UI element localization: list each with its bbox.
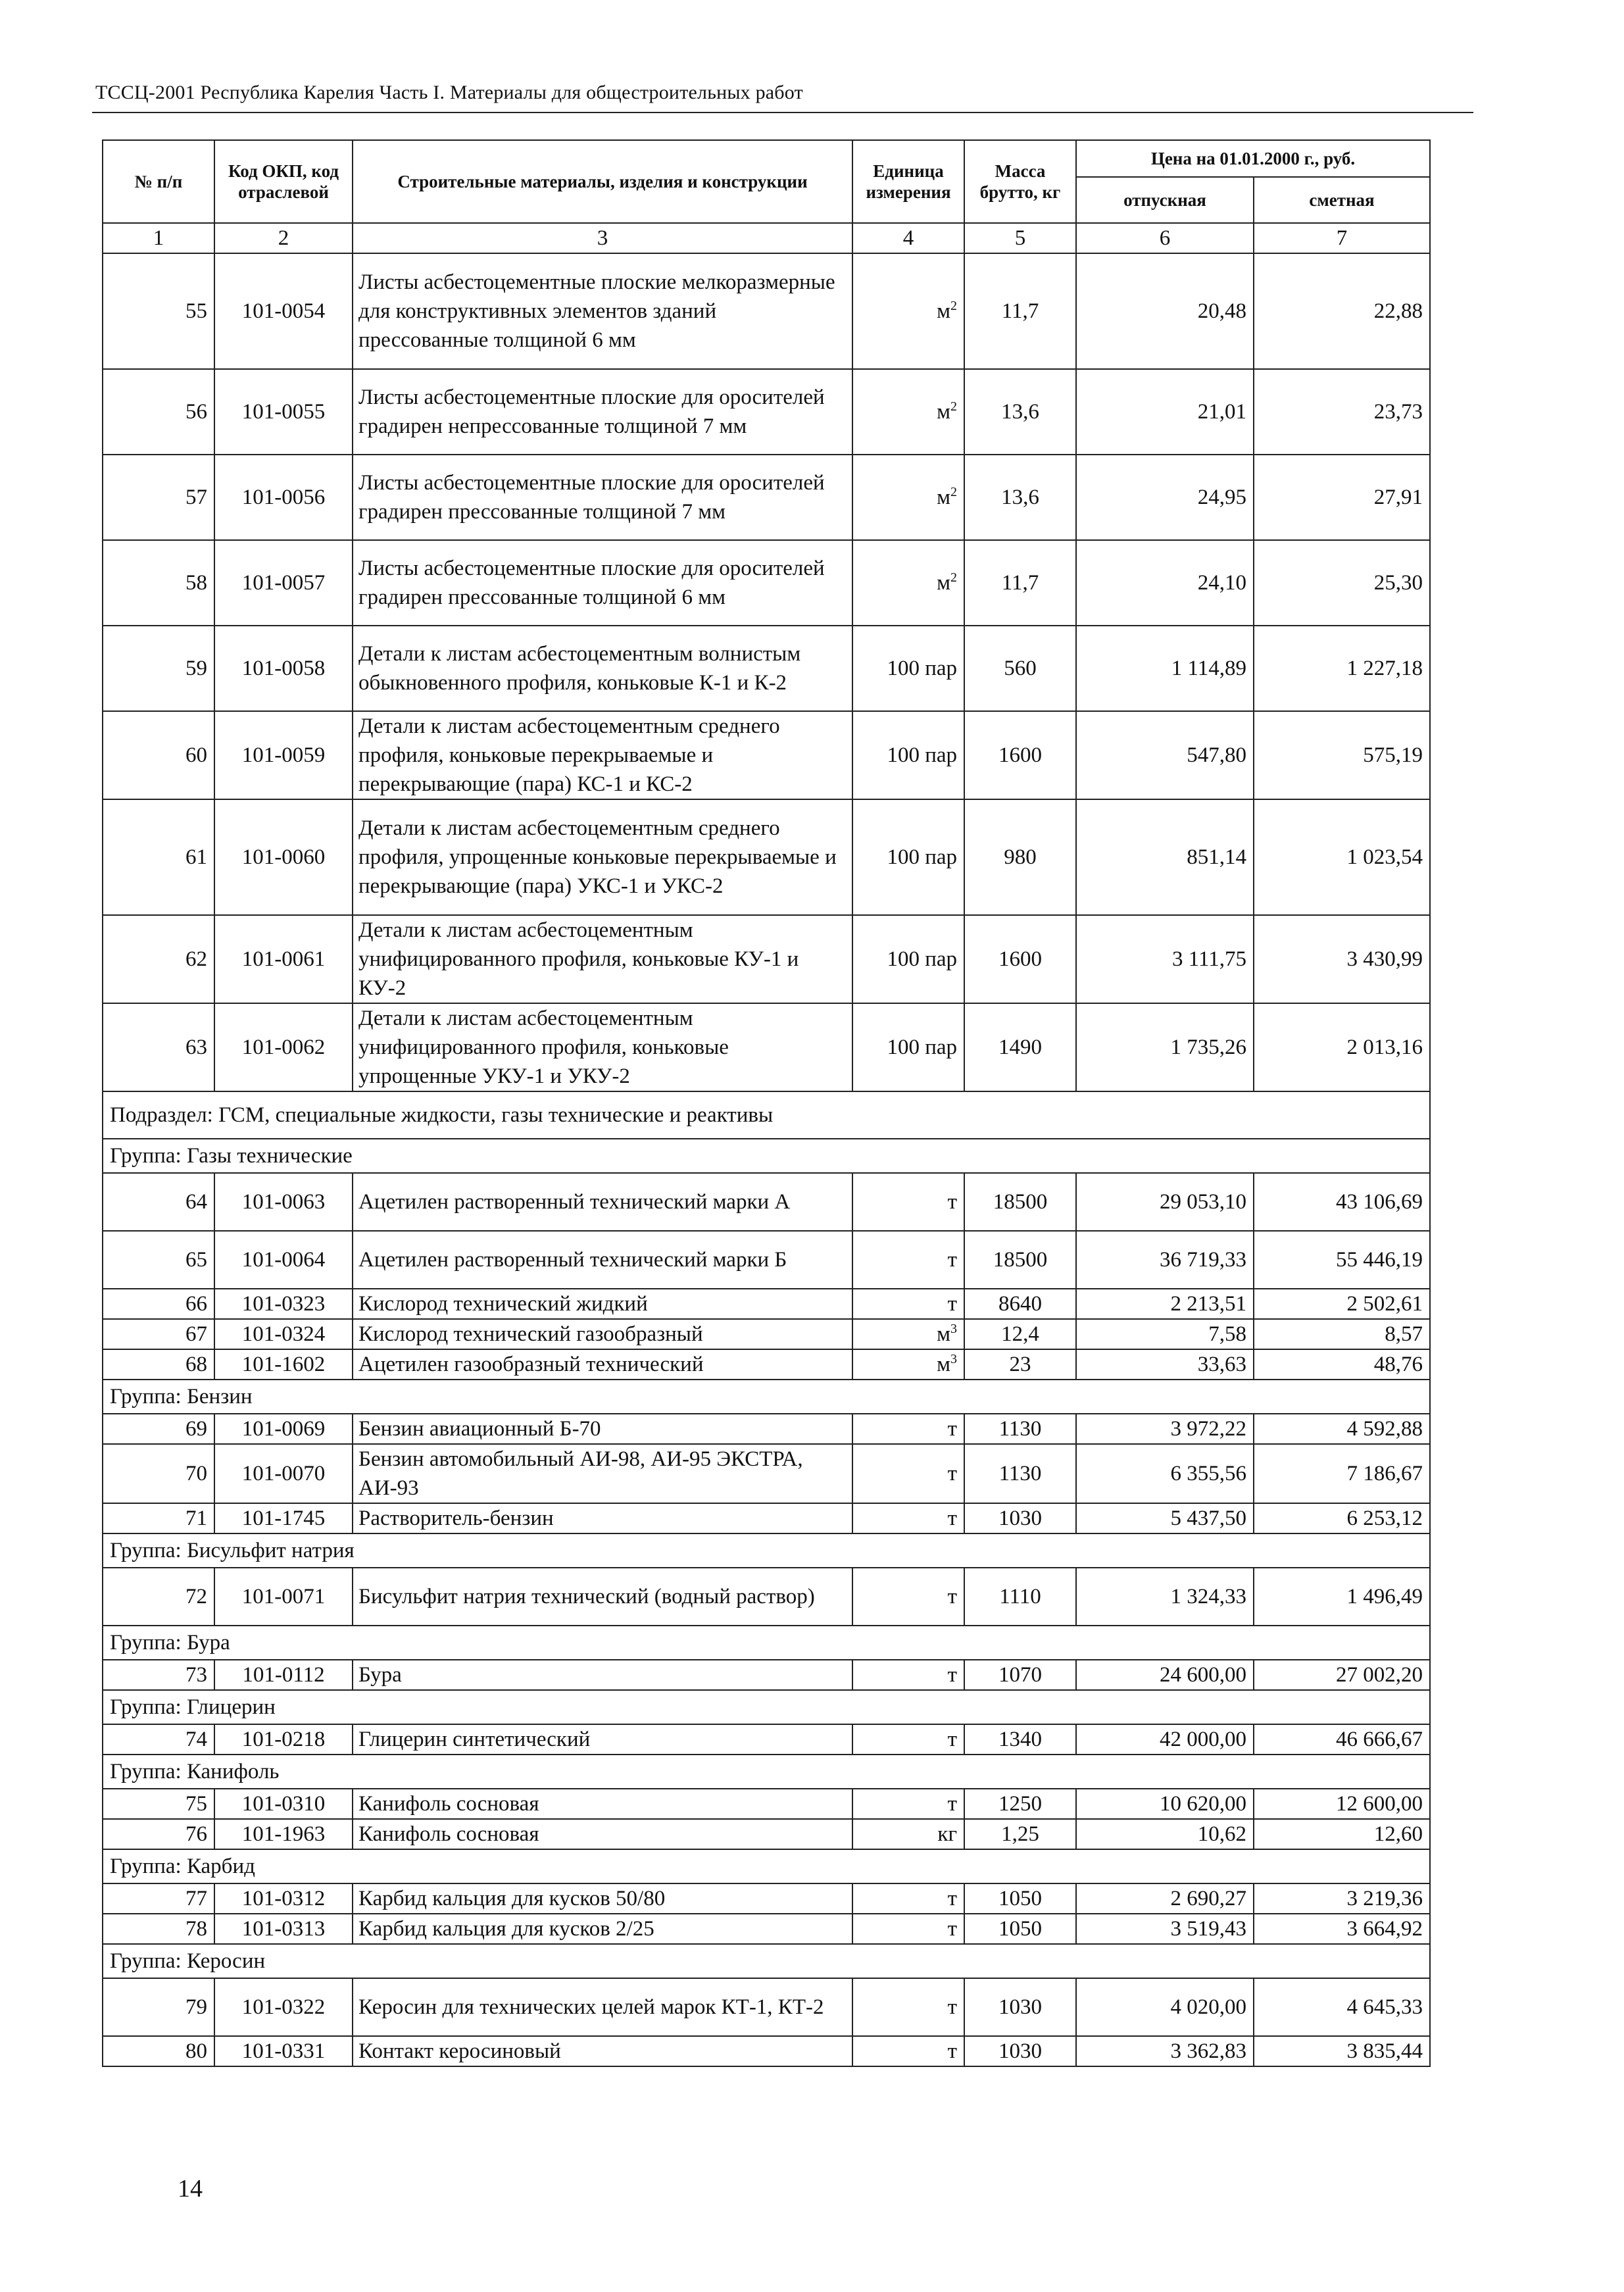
- row-unit: [852, 1660, 964, 1690]
- row-name: Листы асбестоцементные плоские для оросителей градирен прессованные толщиной 7 мм: [353, 455, 852, 540]
- row-unit: [852, 915, 964, 1003]
- unit-label: т: [947, 2039, 957, 2063]
- row-price-release: 6 355,56: [1076, 1444, 1254, 1503]
- row-price-release: 36 719,33: [1076, 1231, 1254, 1289]
- row-mass: 1030: [964, 2036, 1076, 2066]
- row-price-estimate: 43 106,69: [1254, 1173, 1430, 1231]
- row-unit: [852, 1883, 964, 1914]
- group-title: Группа: Глицерин: [103, 1690, 1430, 1724]
- table-row: [103, 1568, 1430, 1626]
- row-code: 101-0069: [214, 1414, 353, 1444]
- col-number: 1: [103, 223, 214, 253]
- row-number: 63: [103, 1003, 214, 1091]
- row-price-release: 851,14: [1076, 799, 1254, 915]
- row-price-estimate: 8,57: [1254, 1319, 1430, 1349]
- unit-exponent: 2: [950, 570, 957, 585]
- row-code: 101-0313: [214, 1914, 353, 1944]
- row-price-release: 1 114,89: [1076, 626, 1254, 711]
- row-price-release: 2 213,51: [1076, 1289, 1254, 1319]
- row-code: 101-0059: [214, 711, 353, 799]
- row-unit: [852, 1349, 964, 1380]
- row-code: 101-0056: [214, 455, 353, 540]
- col-header-unit: Единица измерения: [852, 140, 964, 223]
- unit-label: т: [947, 1887, 957, 1910]
- row-code: 101-0054: [214, 253, 353, 369]
- row-name: Керосин для технических целей марок КТ-1, КТ-2: [353, 1978, 852, 2036]
- row-price-release: 24,95: [1076, 455, 1254, 540]
- page-number: 14: [178, 2175, 203, 2203]
- unit-label: т: [947, 1917, 957, 1941]
- unit-label: м: [937, 400, 950, 424]
- table-row: [103, 1231, 1430, 1289]
- row-unit: [852, 455, 964, 540]
- row-price-estimate: 12,60: [1254, 1819, 1430, 1849]
- group-title: Группа: Бисульфит натрия: [103, 1533, 1430, 1568]
- row-number: 78: [103, 1914, 214, 1944]
- row-mass: 1030: [964, 1503, 1076, 1533]
- row-number: 62: [103, 915, 214, 1003]
- col-number: 3: [353, 223, 852, 253]
- table-row: [103, 1349, 1430, 1380]
- row-price-estimate: 7 186,67: [1254, 1444, 1430, 1503]
- row-unit: [852, 626, 964, 711]
- row-name: Детали к листам асбестоцементным среднего профиля, коньковые перекрываемые и перекрывающие (пара) КС-1 и КС-2: [353, 711, 852, 799]
- row-code: 101-0062: [214, 1003, 353, 1091]
- row-price-release: 42 000,00: [1076, 1724, 1254, 1755]
- row-code: 101-1745: [214, 1503, 353, 1533]
- col-number: 6: [1076, 223, 1254, 253]
- col-header-code: Код ОКП, код отраслевой: [214, 140, 353, 223]
- unit-label: 100 пар: [887, 947, 957, 971]
- table-row: [103, 1289, 1430, 1319]
- row-unit: [852, 1444, 964, 1503]
- unit-label: т: [947, 1728, 957, 1751]
- row-price-release: 3 111,75: [1076, 915, 1254, 1003]
- group-row: [103, 1139, 1430, 1173]
- row-mass: 18500: [964, 1231, 1076, 1289]
- row-name: Канифоль сосновая: [353, 1789, 852, 1819]
- row-price-estimate: 1 023,54: [1254, 799, 1430, 915]
- row-mass: 1130: [964, 1444, 1076, 1503]
- row-price-estimate: 4 592,88: [1254, 1414, 1430, 1444]
- row-mass: 560: [964, 626, 1076, 711]
- row-price-release: 10 620,00: [1076, 1789, 1254, 1819]
- row-number: 67: [103, 1319, 214, 1349]
- row-price-release: 4 020,00: [1076, 1978, 1254, 2036]
- row-mass: 12,4: [964, 1319, 1076, 1349]
- row-unit: [852, 799, 964, 915]
- row-name: Контакт керосиновый: [353, 2036, 852, 2066]
- row-code: 101-0055: [214, 369, 353, 455]
- row-mass: 8640: [964, 1289, 1076, 1319]
- table-row: [103, 1003, 1430, 1091]
- group-title: Группа: Бура: [103, 1626, 1430, 1660]
- row-code: 101-0063: [214, 1173, 353, 1231]
- unit-label: т: [947, 1585, 957, 1608]
- row-price-release: 547,80: [1076, 711, 1254, 799]
- group-row: [103, 1755, 1430, 1789]
- row-mass: 980: [964, 799, 1076, 915]
- row-name: Детали к листам асбестоцементным среднего профиля, упрощенные коньковые перекрываемые и перекрывающие (пара) УКС-1 и УКС-2: [353, 799, 852, 915]
- row-unit: [852, 1819, 964, 1849]
- table-row: [103, 1503, 1430, 1533]
- row-code: 101-1963: [214, 1819, 353, 1849]
- group-title: Группа: Канифоль: [103, 1755, 1430, 1789]
- row-number: 58: [103, 540, 214, 626]
- table-row: [103, 1444, 1430, 1503]
- row-price-estimate: 3 835,44: [1254, 2036, 1430, 2066]
- row-number: 71: [103, 1503, 214, 1533]
- row-code: 101-0070: [214, 1444, 353, 1503]
- row-mass: 13,6: [964, 455, 1076, 540]
- table-row: [103, 1914, 1430, 1944]
- row-price-release: 24,10: [1076, 540, 1254, 626]
- table-row: [103, 369, 1430, 455]
- unit-label: т: [947, 1507, 957, 1530]
- row-unit: [852, 1503, 964, 1533]
- row-price-estimate: 27 002,20: [1254, 1660, 1430, 1690]
- section-title: Подраздел: ГСМ, специальные жидкости, газы технические и реактивы: [103, 1091, 1430, 1139]
- col-header-name: Строительные материалы, изделия и конструкции: [353, 140, 852, 223]
- row-number: 72: [103, 1568, 214, 1626]
- unit-label: т: [947, 1248, 957, 1272]
- row-price-estimate: 3 219,36: [1254, 1883, 1430, 1914]
- row-unit: [852, 1289, 964, 1319]
- row-number: 76: [103, 1819, 214, 1849]
- col-header-num: № п/п: [103, 140, 214, 223]
- row-name: Бензин авиационный Б-70: [353, 1414, 852, 1444]
- col-header-price-release: отпускная: [1076, 177, 1254, 223]
- unit-label: кг: [937, 1822, 957, 1846]
- row-unit: [852, 1231, 964, 1289]
- row-mass: 1600: [964, 915, 1076, 1003]
- unit-label: т: [947, 1292, 957, 1316]
- table-row: [103, 455, 1430, 540]
- row-number: 74: [103, 1724, 214, 1755]
- row-unit: [852, 1003, 964, 1091]
- row-name: Глицерин синтетический: [353, 1724, 852, 1755]
- table-body: [103, 253, 1430, 2066]
- row-code: 101-0071: [214, 1568, 353, 1626]
- unit-label: м: [937, 299, 950, 323]
- row-price-estimate: 25,30: [1254, 540, 1430, 626]
- row-code: 101-0064: [214, 1231, 353, 1289]
- row-code: 101-0312: [214, 1883, 353, 1914]
- row-name: Канифоль сосновая: [353, 1819, 852, 1849]
- unit-label: 100 пар: [887, 657, 957, 680]
- table-row: [103, 1978, 1430, 2036]
- column-number-row: [103, 223, 1430, 253]
- row-price-estimate: 48,76: [1254, 1349, 1430, 1380]
- row-mass: 1110: [964, 1568, 1076, 1626]
- row-number: 57: [103, 455, 214, 540]
- row-number: 64: [103, 1173, 214, 1231]
- row-mass: 1250: [964, 1789, 1076, 1819]
- row-price-estimate: 22,88: [1254, 253, 1430, 369]
- row-name: Детали к листам асбестоцементным унифицированного профиля, коньковые упрощенные УКУ-1 и УКУ-2: [353, 1003, 852, 1091]
- group-title: Группа: Бензин: [103, 1380, 1430, 1414]
- unit-exponent: 3: [950, 1352, 957, 1366]
- row-name: Листы асбестоцементные плоские для оросителей градирен непрессованные толщиной 7 мм: [353, 369, 852, 455]
- row-name: Кислород технический газообразный: [353, 1319, 852, 1349]
- row-number: 55: [103, 253, 214, 369]
- row-mass: 1050: [964, 1914, 1076, 1944]
- row-price-estimate: 55 446,19: [1254, 1231, 1430, 1289]
- row-mass: 1030: [964, 1978, 1076, 2036]
- unit-label: 100 пар: [887, 845, 957, 869]
- row-name: Ацетилен растворенный технический марки А: [353, 1173, 852, 1231]
- unit-exponent: 2: [950, 485, 957, 499]
- col-number: 2: [214, 223, 353, 253]
- row-code: 101-0061: [214, 915, 353, 1003]
- header-rule: [92, 112, 1473, 113]
- row-name: Детали к листам асбестоцементным унифицированного профиля, коньковые КУ-1 и КУ-2: [353, 915, 852, 1003]
- row-number: 80: [103, 2036, 214, 2066]
- col-header-mass: Масса брутто, кг: [964, 140, 1076, 223]
- row-unit: [852, 253, 964, 369]
- row-price-release: 7,58: [1076, 1319, 1254, 1349]
- table-row: [103, 1883, 1430, 1914]
- row-name: Ацетилен газообразный технический: [353, 1349, 852, 1380]
- unit-exponent: 3: [950, 1322, 957, 1336]
- row-mass: 13,6: [964, 369, 1076, 455]
- row-unit: [852, 1789, 964, 1819]
- row-number: 56: [103, 369, 214, 455]
- unit-label: 100 пар: [887, 1035, 957, 1059]
- unit-exponent: 2: [950, 299, 957, 313]
- group-row: [103, 1533, 1430, 1568]
- row-mass: 1490: [964, 1003, 1076, 1091]
- row-name: Кислород технический жидкий: [353, 1289, 852, 1319]
- table-row: [103, 540, 1430, 626]
- unit-label: т: [947, 1417, 957, 1441]
- table-row: [103, 1819, 1430, 1849]
- row-mass: 1600: [964, 711, 1076, 799]
- row-mass: 1050: [964, 1883, 1076, 1914]
- row-name: Детали к листам асбестоцементным волнистым обыкновенного профиля, коньковые К-1 и К-2: [353, 626, 852, 711]
- row-number: 69: [103, 1414, 214, 1444]
- unit-label: м: [937, 571, 950, 595]
- table-row: [103, 1660, 1430, 1690]
- row-price-release: 24 600,00: [1076, 1660, 1254, 1690]
- row-mass: 23: [964, 1349, 1076, 1380]
- row-price-estimate: 2 013,16: [1254, 1003, 1430, 1091]
- row-name: Бензин автомобильный АИ-98, АИ-95 ЭКСТРА, АИ-93: [353, 1444, 852, 1503]
- row-price-estimate: 3 664,92: [1254, 1914, 1430, 1944]
- row-price-estimate: 4 645,33: [1254, 1978, 1430, 2036]
- row-unit: [852, 711, 964, 799]
- row-code: 101-0331: [214, 2036, 353, 2066]
- row-code: 101-0060: [214, 799, 353, 915]
- row-name: Бура: [353, 1660, 852, 1690]
- row-number: 66: [103, 1289, 214, 1319]
- table-row: [103, 1414, 1430, 1444]
- row-number: 61: [103, 799, 214, 915]
- row-price-release: 3 362,83: [1076, 2036, 1254, 2066]
- row-unit: [852, 1914, 964, 1944]
- row-price-release: 1 324,33: [1076, 1568, 1254, 1626]
- row-price-estimate: 23,73: [1254, 369, 1430, 455]
- row-code: 101-0322: [214, 1978, 353, 2036]
- row-number: 59: [103, 626, 214, 711]
- unit-label: т: [947, 1792, 957, 1816]
- col-number: 7: [1254, 223, 1430, 253]
- row-price-release: 21,01: [1076, 369, 1254, 455]
- row-code: 101-0310: [214, 1789, 353, 1819]
- row-price-release: 3 519,43: [1076, 1914, 1254, 1944]
- row-price-release: 5 437,50: [1076, 1503, 1254, 1533]
- table-row: [103, 2036, 1430, 2066]
- row-price-estimate: 575,19: [1254, 711, 1430, 799]
- unit-label: т: [947, 1663, 957, 1687]
- table-row: [103, 799, 1430, 915]
- row-mass: 1340: [964, 1724, 1076, 1755]
- page-header: ТССЦ-2001 Республика Карелия Часть I. Материалы для общестроительных работ: [95, 82, 803, 103]
- row-number: 75: [103, 1789, 214, 1819]
- row-price-estimate: 2 502,61: [1254, 1289, 1430, 1319]
- table-row: [103, 253, 1430, 369]
- row-unit: [852, 369, 964, 455]
- row-name: Листы асбестоцементные плоские для оросителей градирен прессованные толщиной 6 мм: [353, 540, 852, 626]
- row-number: 70: [103, 1444, 214, 1503]
- row-price-release: 3 972,22: [1076, 1414, 1254, 1444]
- row-price-release: 1 735,26: [1076, 1003, 1254, 1091]
- table-row: [103, 1319, 1430, 1349]
- row-code: 101-0323: [214, 1289, 353, 1319]
- row-unit: [852, 1978, 964, 2036]
- unit-label: м: [937, 486, 950, 509]
- unit-exponent: 2: [950, 399, 957, 414]
- row-name: Растворитель-бензин: [353, 1503, 852, 1533]
- row-number: 65: [103, 1231, 214, 1289]
- row-unit: [852, 540, 964, 626]
- unit-label: т: [947, 1462, 957, 1485]
- row-price-estimate: 1 227,18: [1254, 626, 1430, 711]
- row-unit: [852, 1319, 964, 1349]
- unit-label: м: [937, 1322, 950, 1346]
- row-code: 101-0324: [214, 1319, 353, 1349]
- row-number: 68: [103, 1349, 214, 1380]
- row-name: Ацетилен растворенный технический марки Б: [353, 1231, 852, 1289]
- row-mass: 18500: [964, 1173, 1076, 1231]
- row-number: 79: [103, 1978, 214, 2036]
- table-row: [103, 1789, 1430, 1819]
- group-row: [103, 1944, 1430, 1978]
- row-unit: [852, 1414, 964, 1444]
- table-row: [103, 1724, 1430, 1755]
- row-mass: 11,7: [964, 540, 1076, 626]
- row-name: Листы асбестоцементные плоские мелкоразмерные для конструктивных элементов зданий прессованные толщиной 6 мм: [353, 253, 852, 369]
- unit-label: м: [937, 1353, 950, 1376]
- group-title: Группа: Газы технические: [103, 1139, 1430, 1173]
- col-header-price-estimate: сметная: [1254, 177, 1430, 223]
- table-header: [103, 140, 1430, 253]
- row-name: Карбид кальция для кусков 50/80: [353, 1883, 852, 1914]
- row-unit: [852, 1568, 964, 1626]
- unit-label: т: [947, 1995, 957, 2019]
- row-number: 60: [103, 711, 214, 799]
- row-price-estimate: 12 600,00: [1254, 1789, 1430, 1819]
- group-title: Группа: Керосин: [103, 1944, 1430, 1978]
- row-price-estimate: 27,91: [1254, 455, 1430, 540]
- row-price-estimate: 6 253,12: [1254, 1503, 1430, 1533]
- row-price-release: 33,63: [1076, 1349, 1254, 1380]
- group-row: [103, 1690, 1430, 1724]
- col-number: 4: [852, 223, 964, 253]
- group-title: Группа: Карбид: [103, 1849, 1430, 1883]
- row-price-estimate: 46 666,67: [1254, 1724, 1430, 1755]
- row-price-release: 10,62: [1076, 1819, 1254, 1849]
- row-unit: [852, 1173, 964, 1231]
- group-row: [103, 1380, 1430, 1414]
- col-header-price: Цена на 01.01.2000 г., руб.: [1076, 140, 1430, 177]
- row-name: Карбид кальция для кусков 2/25: [353, 1914, 852, 1944]
- row-code: 101-0218: [214, 1724, 353, 1755]
- unit-label: 100 пар: [887, 743, 957, 767]
- row-number: 77: [103, 1883, 214, 1914]
- row-mass: 1130: [964, 1414, 1076, 1444]
- table-row: [103, 626, 1430, 711]
- row-mass: 11,7: [964, 253, 1076, 369]
- col-number: 5: [964, 223, 1076, 253]
- row-code: 101-0057: [214, 540, 353, 626]
- row-code: 101-0058: [214, 626, 353, 711]
- row-price-release: 29 053,10: [1076, 1173, 1254, 1231]
- row-code: 101-0112: [214, 1660, 353, 1690]
- row-name: Бисульфит натрия технический (водный раствор): [353, 1568, 852, 1626]
- table-row: [103, 915, 1430, 1003]
- row-price-release: 2 690,27: [1076, 1883, 1254, 1914]
- row-price-estimate: 1 496,49: [1254, 1568, 1430, 1626]
- table-row: [103, 711, 1430, 799]
- row-price-release: 20,48: [1076, 253, 1254, 369]
- group-row: [103, 1849, 1430, 1883]
- row-unit: [852, 2036, 964, 2066]
- row-code: 101-1602: [214, 1349, 353, 1380]
- row-unit: [852, 1724, 964, 1755]
- price-table: [102, 139, 1431, 2067]
- row-number: 73: [103, 1660, 214, 1690]
- row-price-estimate: 3 430,99: [1254, 915, 1430, 1003]
- section-row: [103, 1091, 1430, 1139]
- unit-label: т: [947, 1190, 957, 1214]
- group-row: [103, 1626, 1430, 1660]
- table-row: [103, 1173, 1430, 1231]
- row-mass: 1,25: [964, 1819, 1076, 1849]
- row-mass: 1070: [964, 1660, 1076, 1690]
